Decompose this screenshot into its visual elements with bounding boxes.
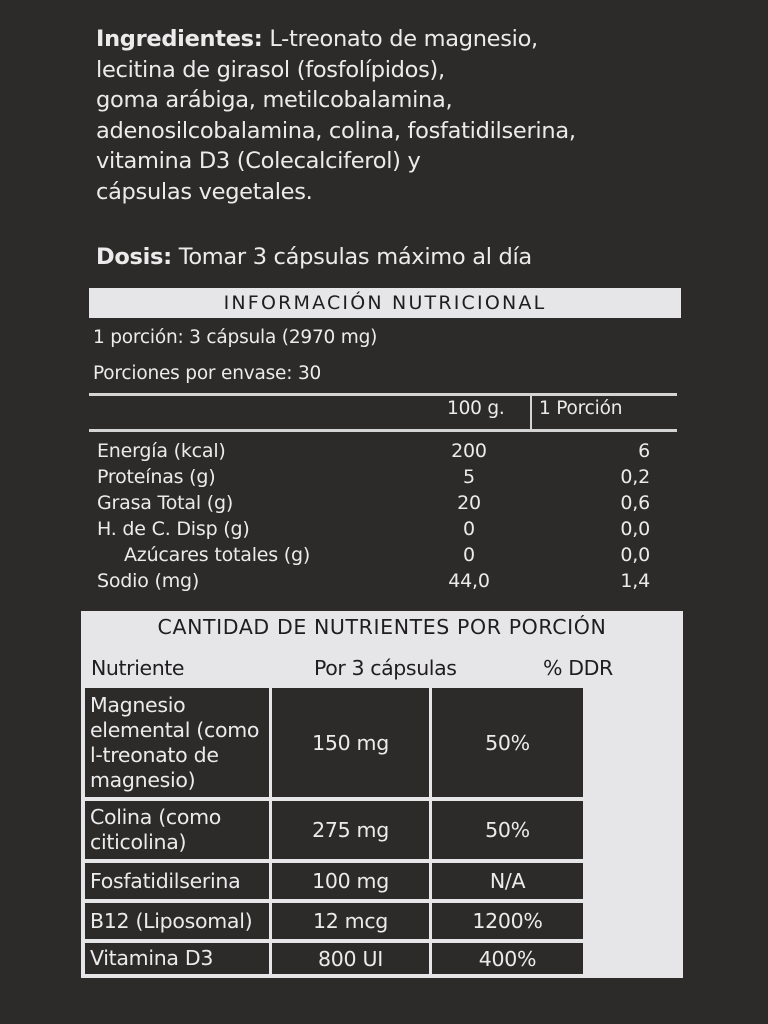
serving-size: 1 porción: 3 cápsula (2970 mg): [93, 327, 378, 348]
nutrition-row: [97, 466, 657, 492]
servings-per-container: Porciones por envase: 30: [93, 363, 322, 384]
nutrition-row-perserving: 0,0: [620, 518, 650, 540]
nutrition-title: INFORMACIÓN NUTRICIONAL: [89, 288, 681, 318]
nutrition-row: [97, 492, 657, 518]
nutrient-row: [81, 903, 683, 939]
nutrition-row: [97, 570, 657, 596]
nutrient-amount: 100 mg: [272, 863, 429, 899]
ingredients-line-1: Ingredientes: L-treonato de magnesio,: [96, 26, 538, 52]
nutrient-ddr: 1200%: [432, 903, 583, 939]
nutrient-ddr: N/A: [432, 863, 583, 899]
nutrient-name: Colina (como citicolina): [85, 801, 269, 859]
nutrient-name: Vitamina D3: [85, 943, 269, 974]
nutrition-row-per100: 20: [457, 492, 481, 514]
column-header-nutrient: Nutriente: [91, 656, 185, 680]
nutrient-ddr: 50%: [432, 801, 583, 859]
nutrition-row-label: Sodio (mg): [97, 570, 200, 592]
column-header-ddr: % DDR: [543, 656, 613, 680]
nutrient-row: [81, 688, 683, 797]
divider-top: [89, 393, 677, 396]
nutrient-ddr: 50%: [432, 688, 583, 797]
nutrition-row-per100: 200: [451, 440, 487, 462]
nutrition-row-perserving: 6: [638, 440, 650, 462]
nutrition-row-perserving: 0,0: [620, 544, 650, 566]
nutrition-row-per100: 0: [463, 518, 475, 540]
nutrient-amount: 12 mcg: [272, 903, 429, 939]
nutrient-name: B12 (Liposomal): [85, 903, 269, 939]
ingredients-line-3: goma arábiga, metilcobalamina,: [96, 87, 453, 113]
dosis-text: Tomar 3 cápsulas máximo al día: [171, 244, 532, 270]
nutrition-row-perserving: 1,4: [620, 570, 650, 592]
nutrition-row-per100: 44,0: [448, 570, 490, 592]
nutrition-row: [97, 518, 657, 544]
nutrition-row-label: Energía (kcal): [97, 440, 226, 462]
column-divider: [530, 395, 532, 429]
nutrition-row-label: Azúcares totales (g): [124, 544, 311, 566]
divider-bottom: [89, 429, 677, 432]
nutrient-amount: 800 UI: [272, 943, 429, 974]
ingredients-line-6: cápsulas vegetales.: [96, 178, 313, 205]
nutrient-row: [81, 943, 683, 974]
nutrients-table-title: CANTIDAD DE NUTRIENTES POR PORCIÓN: [157, 615, 607, 639]
nutrition-row: [97, 544, 657, 570]
column-header-portion: 1 Porción: [539, 398, 623, 419]
nutrition-row-perserving: 0,6: [620, 492, 650, 514]
nutrition-row-per100: 5: [463, 466, 475, 488]
dosis-label: Dosis:: [96, 244, 172, 270]
ingredients-line-2: lecitina de girasol (fosfolípidos),: [96, 56, 445, 83]
ingredients-label: Ingredientes:: [96, 26, 263, 52]
nutrient-amount: 275 mg: [272, 801, 429, 859]
ingredients-block: [96, 24, 696, 207]
ingredients-line-4: adenosilcobalamina, colina, fosfatidilserina,: [96, 117, 576, 144]
nutrient-name: Fosfatidilserina: [85, 863, 269, 899]
ingredients-line-5: vitamina D3 (Colecalciferol) y: [96, 148, 421, 174]
nutrition-row-label: Grasa Total (g): [97, 492, 234, 514]
column-header-100g: 100 g.: [447, 398, 505, 419]
nutrient-row: [81, 801, 683, 859]
nutrition-row-label: Proteínas (g): [97, 466, 216, 488]
nutrients-table: [81, 611, 683, 978]
nutrient-row: [81, 863, 683, 899]
nutrition-row-label: H. de C. Disp (g): [97, 518, 250, 540]
nutrient-name: Magnesio elemental (como l-treonato de magnesio): [85, 688, 269, 797]
nutrition-row-per100: 0: [463, 544, 475, 566]
nutrition-row-perserving: 0,2: [620, 466, 650, 488]
column-header-amount: Por 3 cápsulas: [314, 656, 457, 680]
nutrient-ddr: 400%: [432, 943, 583, 974]
dosis-block: [96, 242, 696, 272]
nutrition-row: [97, 440, 657, 466]
nutrient-amount: 150 mg: [272, 688, 429, 797]
